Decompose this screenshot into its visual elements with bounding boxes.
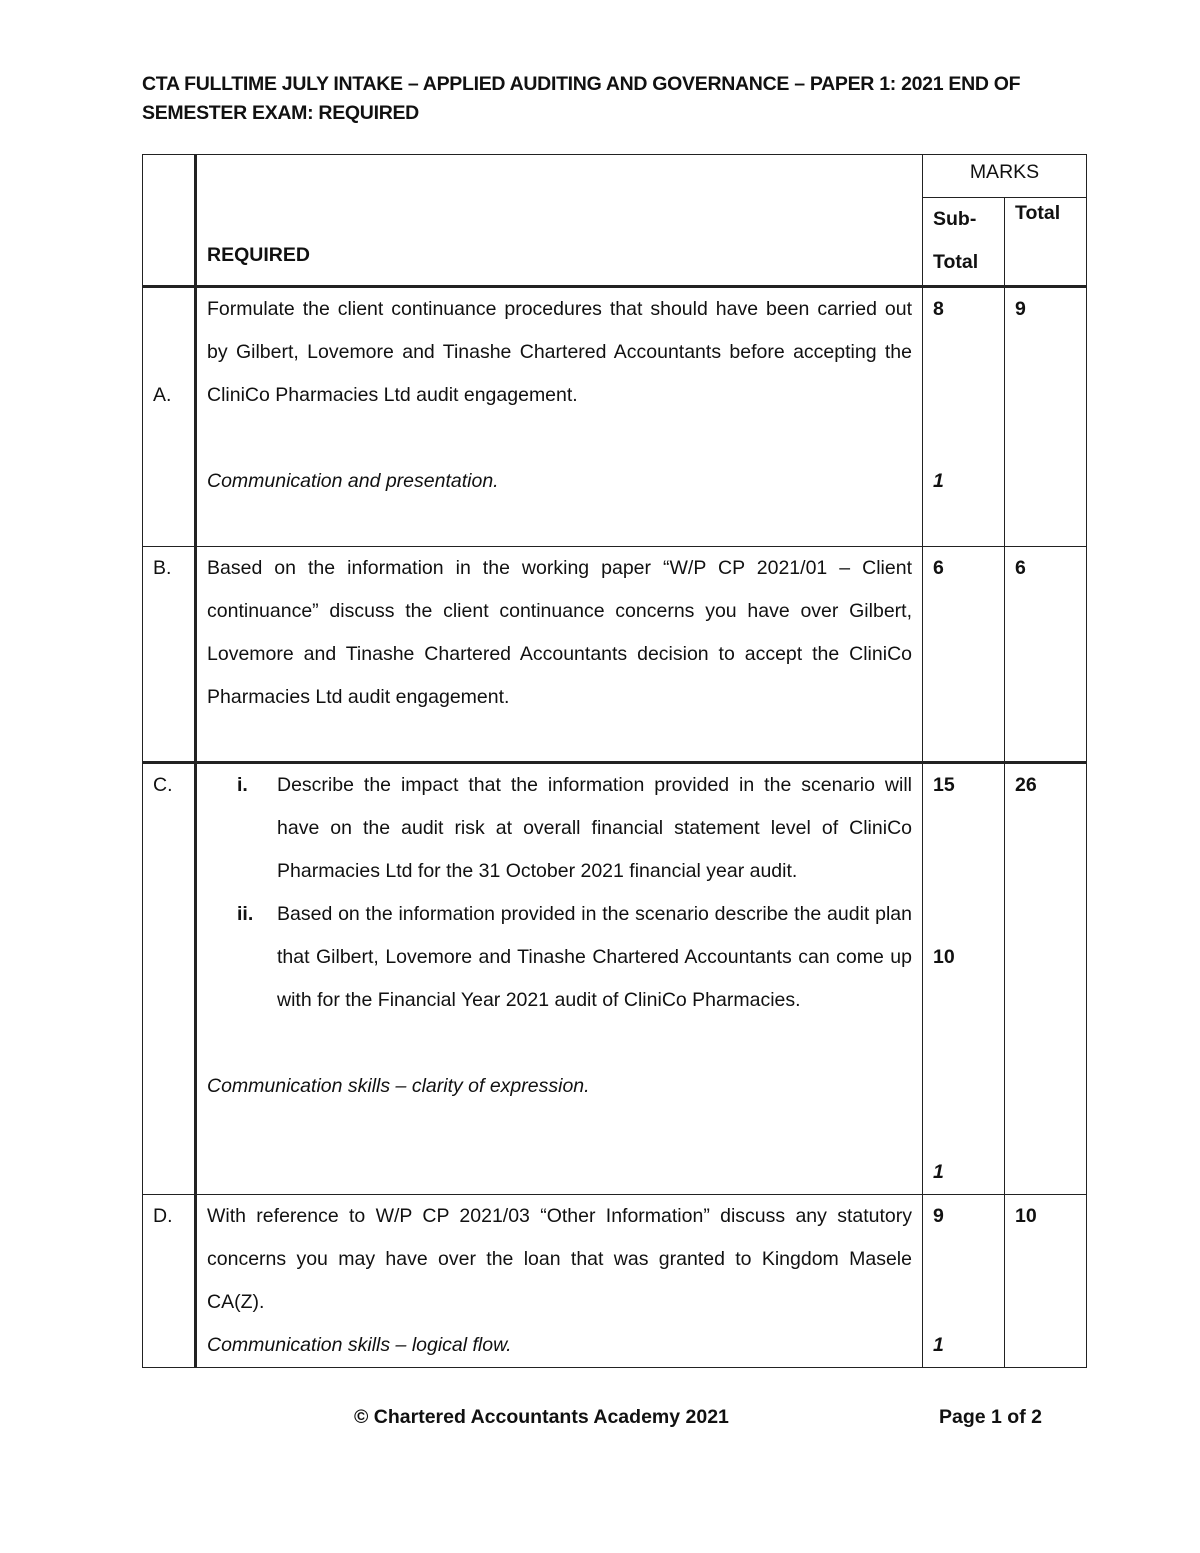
row-content <box>196 287 923 547</box>
total-heading: Total <box>1005 198 1087 287</box>
row-text: Based on the information in the working paper “W/P CP 2021/01 – Client continuance” discuss the client continuance concerns you have over Gilbert, Lovemore and Tinashe Chartered Accountants decision to accept the CliniCo Pharmacies Ltd audit engagement. <box>207 557 912 708</box>
sub-item-number: ii. <box>237 903 254 925</box>
marks-heading: MARKS <box>923 155 1087 198</box>
table-header-row <box>143 155 1087 198</box>
sub-item <box>207 893 912 1022</box>
row-label: D. <box>143 1195 196 1368</box>
row-communication-mark: 1 <box>933 470 944 492</box>
sub-item-text: Describe the impact that the information provided in the scenario will have on the audit risk at overall financial statement level of CliniCo Pharmacies Ltd for the 31 October 2021 financial year audit. <box>277 774 912 882</box>
copyright-text: © Chartered Accountants Academy 2021 <box>354 1406 729 1428</box>
sub-item-number: i. <box>237 774 248 796</box>
row-text: With reference to W/P CP 2021/03 “Other Information” discuss any statutory concerns you may have over the loan that was granted to Kingdom Masele CA(Z). <box>207 1205 912 1313</box>
row-subtotal-value: 9 <box>933 1205 944 1227</box>
row-subtotal-value: 8 <box>933 298 944 320</box>
row-total: 9 <box>1005 287 1087 547</box>
row-total: 10 <box>1005 1195 1087 1368</box>
table-row <box>143 547 1087 763</box>
row-label: B. <box>143 547 196 763</box>
row-total: 6 <box>1005 547 1087 763</box>
row-communication-mark: 1 <box>933 1161 944 1183</box>
row-communication: Communication and presentation. <box>207 470 499 492</box>
row-total: 26 <box>1005 763 1087 1195</box>
row-subtotal <box>923 763 1005 1195</box>
subtotal-heading: Sub-Total <box>923 198 1005 287</box>
row-text: Formulate the client continuance procedures that should have been carried out by Gilbert, Lovemore and Tinashe Chartered Accountants before accepting the CliniCo Pharmacies Ltd audit engagement. <box>207 298 912 406</box>
row-content <box>196 1195 923 1368</box>
table-row <box>143 1195 1087 1368</box>
row-label: C. <box>143 763 196 1195</box>
required-table <box>142 154 1087 1368</box>
sub-item-text: Based on the information provided in the scenario describe the audit plan that Gilbert, Lovemore and Tinashe Chartered Accountants can come up with for the Financial Year 2021 audit of CliniCo Pharmacies. <box>277 903 912 1011</box>
row-communication: Communication skills – logical flow. <box>207 1334 512 1356</box>
sub-item <box>207 764 912 893</box>
row-content <box>196 763 923 1195</box>
row-subtotal <box>923 287 1005 547</box>
table-row <box>143 287 1087 547</box>
page-number: Page 1 of 2 <box>939 1406 1042 1428</box>
row-subtotal-value: 10 <box>933 946 955 968</box>
row-label: A. <box>143 287 196 547</box>
row-content <box>196 547 923 763</box>
required-heading: REQUIRED <box>207 244 310 266</box>
page-title: CTA FULLTIME JULY INTAKE – APPLIED AUDITING AND GOVERNANCE – PAPER 1: 2021 END OF SEMESTER EXAM: REQUIRED <box>142 73 1021 124</box>
row-communication-mark: 1 <box>933 1334 944 1356</box>
header-required-cell <box>196 155 923 287</box>
row-subtotal <box>923 1195 1005 1368</box>
table-row <box>143 763 1087 1195</box>
row-subtotal-value: 15 <box>933 774 955 796</box>
row-communication: Communication skills – clarity of expression. <box>207 1075 590 1097</box>
header-label-cell <box>143 155 196 287</box>
row-subtotal: 6 <box>923 547 1005 763</box>
